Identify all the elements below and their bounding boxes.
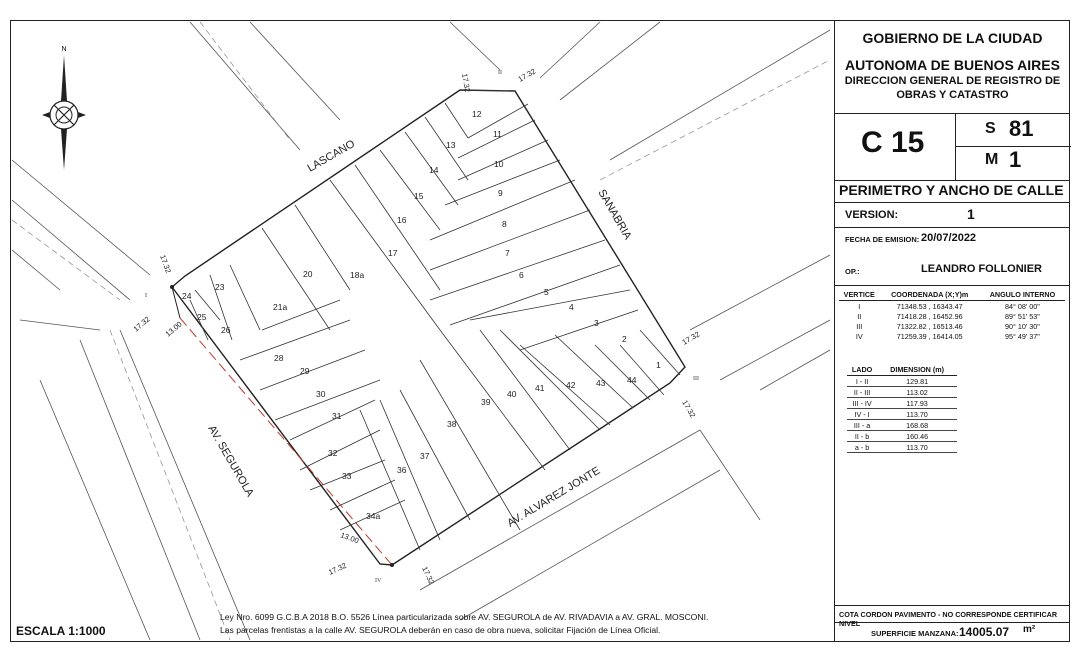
width-dim: 17.32: [131, 314, 152, 334]
width-dim: 17.32: [158, 253, 174, 275]
parcel-label: 12: [472, 109, 482, 119]
cell: I: [858, 301, 861, 311]
cell: 89° 51' 53": [1005, 311, 1040, 321]
parcel-label: 41: [535, 383, 545, 393]
table-row: [847, 398, 957, 409]
seccion-value: 81: [1009, 116, 1034, 141]
table-row: [847, 431, 957, 442]
document-title: PERIMETRO Y ANCHO DE CALLE: [839, 182, 1064, 198]
parcel-label: 9: [498, 188, 503, 198]
parcel-label: 30: [316, 389, 326, 399]
parcel-label: 33: [342, 471, 352, 481]
width-dim: 17.32: [460, 72, 473, 93]
superficie-value: 14005.07: [959, 625, 1010, 639]
circunscripcion: C 15: [861, 126, 925, 159]
chamfer-dim: 13.00: [339, 530, 361, 546]
operator-label: OP.:: [845, 267, 860, 276]
street-segurola: AV. SEGUROLA: [205, 423, 256, 499]
seccion-label: S: [985, 120, 996, 137]
parcel-label: 36: [397, 465, 407, 475]
col-header: LADO: [847, 364, 877, 376]
cell: II: [857, 311, 862, 321]
legal-note-line1: Ley Nro. 6099 G.C.B.A 2018 B.O. 5526 Línea particularizada sobre AV. SEGUROLA de AV. RIVADAVIA a AV. GRAL. MOSCONI.: [220, 612, 709, 622]
width-dim: 17.32: [327, 560, 348, 577]
cell: IV - I: [847, 409, 877, 420]
parcel-label: 40: [507, 389, 517, 399]
cell: 160.46: [877, 431, 957, 442]
width-dim: 17.32: [420, 565, 437, 586]
table-row: [847, 387, 957, 398]
official-line: [180, 318, 392, 565]
cell: IV: [855, 331, 863, 341]
parcel-label: 25: [197, 312, 207, 322]
parcel-label: 29: [300, 366, 310, 376]
vertex-III: III: [693, 376, 699, 382]
cell: 168.68: [877, 420, 957, 431]
parcel-label: 16: [397, 215, 407, 225]
parcel-label: 21a: [273, 302, 288, 312]
parcel-numbers: [182, 109, 661, 521]
parcel-label: 39: [481, 397, 491, 407]
table-row: [839, 301, 1065, 312]
cell: 84° 08' 00": [1005, 301, 1040, 311]
operator-value: LEANDRO FOLLONIER: [921, 263, 1042, 275]
cell: 117.93: [877, 398, 957, 409]
parcel-label: 24: [182, 291, 192, 301]
parcel-label: 5: [544, 287, 549, 297]
cell: 129.81: [877, 376, 957, 387]
cell: 71418.28 , 16452.96: [896, 311, 963, 321]
table-row: [847, 420, 957, 431]
width-dim: 17.32: [680, 398, 698, 420]
parcel-label: 4: [569, 302, 574, 312]
parcel-label: 28: [274, 353, 284, 363]
street-sanabria: SANABRIA: [595, 187, 634, 242]
vertex-IV: IV: [375, 578, 382, 584]
dept-line1: DIRECCION GENERAL DE REGISTRO DE: [844, 75, 1061, 87]
superficie-label: SUPERFICIE MANZANA:: [871, 629, 959, 638]
table-row: [847, 409, 957, 420]
dept-line2: OBRAS Y CATASTRO: [896, 89, 1009, 101]
parcel-label: 37: [420, 451, 430, 461]
legal-note-line2: Las parcelas frentistas a la calle AV. SEGUROLA deberán en caso de obra nueva, solicitar Fijación de Línea Oficial.: [220, 625, 661, 635]
parcel-label: 15: [414, 191, 424, 201]
fecha-value: 20/07/2022: [921, 232, 977, 244]
version-label: VERSION:: [845, 209, 899, 221]
width-dim: 17.32: [680, 329, 702, 347]
parcel-label: 14: [429, 165, 439, 175]
cell: 71322.82 , 16513.46: [896, 321, 963, 331]
street-lascano: LASCANO: [305, 137, 358, 175]
north-label: N: [61, 46, 67, 53]
cell: II - b: [847, 431, 877, 442]
parcel-label: 44: [627, 375, 637, 385]
parcel-label: 6: [519, 270, 524, 280]
vertices-table: [839, 289, 1065, 341]
cell: 71348.53 , 16343.47: [896, 301, 963, 311]
gov-line1: GOBIERNO DE LA CIUDAD: [862, 30, 1043, 46]
parcel-label: 8: [502, 219, 507, 229]
chamfer-dim: 13.00: [163, 319, 184, 339]
parcel-label: 26: [221, 325, 231, 335]
col-header: DIMENSION (m): [877, 364, 957, 376]
col-header: ANGULO INTERNO: [980, 289, 1065, 301]
cell: III: [856, 321, 863, 331]
vertex-I-mark: [170, 285, 174, 289]
parcel-label: 10: [494, 159, 504, 169]
parcel-label: 3: [594, 318, 599, 328]
scale-label: ESCALA 1:1000: [16, 624, 106, 638]
parcel-label: 20: [303, 269, 313, 279]
parcel-label: 42: [566, 380, 576, 390]
gov-line2: AUTONOMA DE BUENOS AIRES: [845, 57, 1060, 73]
vertex-IV-mark: [390, 563, 394, 567]
cota-note: COTA CORDON PAVIMENTO - NO CORRESPONDE CERTIFICAR NIVEL: [839, 610, 1058, 628]
col-header: COORDENADA (X;Y)m: [880, 289, 980, 301]
cell: 71259.39 , 16414.05: [896, 331, 963, 341]
parcel-label: 38: [447, 419, 457, 429]
header-block: [835, 30, 1070, 102]
parcel-lines: [190, 90, 680, 550]
lados-table: [847, 364, 957, 453]
vertex-II: II: [498, 70, 502, 76]
cell: 113.70: [877, 409, 957, 420]
cell: III - a: [847, 420, 877, 431]
cell: II - III: [847, 387, 877, 398]
cell: a - b: [847, 442, 877, 453]
parcel-label: 32: [328, 448, 338, 458]
table-row: [847, 442, 957, 453]
cell: 95° 49' 37": [1005, 331, 1040, 341]
parcel-label: 13: [446, 140, 456, 150]
cell: I - II: [847, 376, 877, 387]
cell: 113.02: [877, 387, 957, 398]
title-block: [834, 20, 1070, 642]
cell: 113.70: [877, 442, 957, 453]
parcel-label: 2: [622, 334, 627, 344]
parcel-label: 1: [656, 360, 661, 370]
version-value: 1: [967, 206, 975, 222]
parcel-label: 11: [493, 129, 502, 139]
col-header: VERTICE: [839, 289, 880, 301]
manzana-label: M: [985, 151, 999, 168]
table-row: [847, 376, 957, 387]
north-arrow-icon: [42, 46, 86, 170]
parcel-label: 23: [215, 282, 225, 292]
table-row: [839, 321, 1065, 331]
street-alvarez-jonte: AV. ALVAREZ JONTE: [505, 464, 603, 530]
table-row: [839, 331, 1065, 341]
superficie-unit: m²: [1023, 624, 1036, 635]
parcel-label: 18a: [350, 270, 365, 280]
cell: III - IV: [847, 398, 877, 409]
parcel-label: 34a: [366, 511, 381, 521]
parcel-label: 43: [596, 378, 606, 388]
table-row: [839, 311, 1065, 321]
vertex-I: I: [145, 293, 147, 299]
manzana-value: 1: [1009, 147, 1022, 172]
parcel-label: 31: [332, 411, 342, 421]
parcel-label: 17: [388, 248, 398, 258]
cell: 90° 10' 30": [1005, 321, 1040, 331]
parcel-label: 7: [505, 248, 510, 258]
width-dim: 17.32: [516, 66, 538, 84]
fecha-label: FECHA DE EMISION:: [845, 235, 920, 244]
